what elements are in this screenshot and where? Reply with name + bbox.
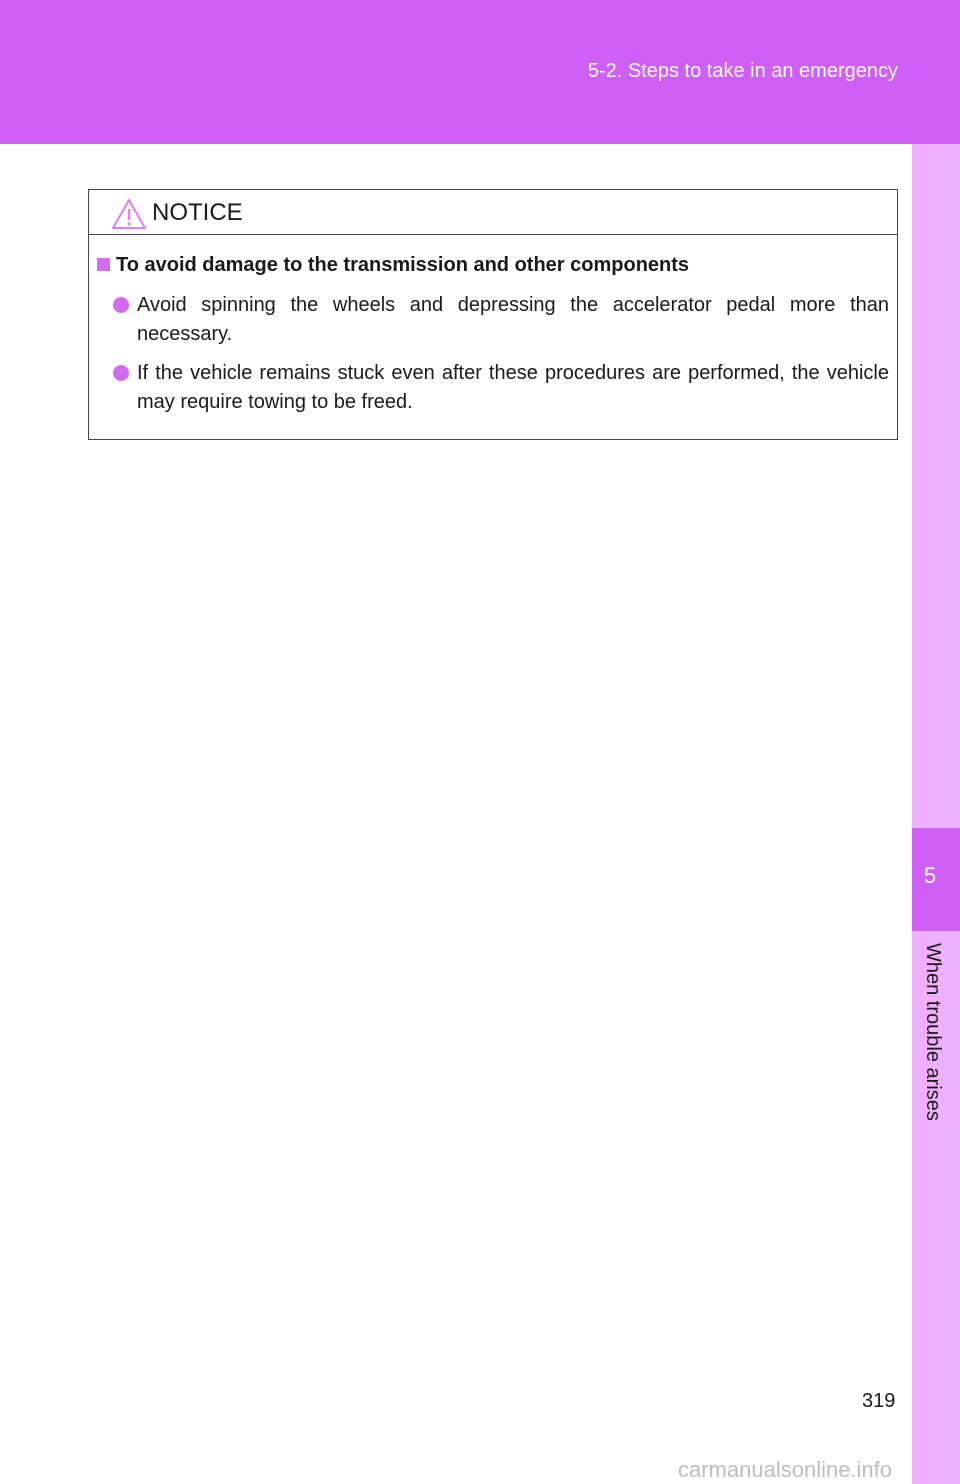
list-item (113, 291, 889, 349)
chapter-number: 5 (923, 863, 937, 888)
watermark: carmanualsonline.info (678, 1457, 893, 1482)
notice-heading (97, 254, 689, 277)
section-header: 5-2. Steps to take in an emergency (587, 60, 898, 82)
list-item (113, 359, 889, 417)
list-item-text: Avoid spinning the wheels and depressing the accelerator pedal more than necessary. (137, 294, 889, 345)
warning-triangle-icon (111, 198, 147, 230)
notice-header (89, 190, 897, 235)
notice-box (88, 189, 898, 440)
list-item-text: If the vehicle remains stuck even after these procedures are performed, the vehicle may require towing to be freed. (137, 362, 889, 413)
page-number: 319 (862, 1390, 896, 1412)
circle-bullet-icon (113, 297, 129, 313)
chapter-title: When trouble arises (922, 943, 944, 1121)
circle-bullet-icon (113, 365, 129, 381)
chapter-side-tab (912, 144, 960, 1484)
notice-label: NOTICE (152, 199, 243, 226)
notice-heading-text: To avoid damage to the transmission and other components (116, 254, 690, 276)
square-bullet-icon (97, 258, 110, 271)
